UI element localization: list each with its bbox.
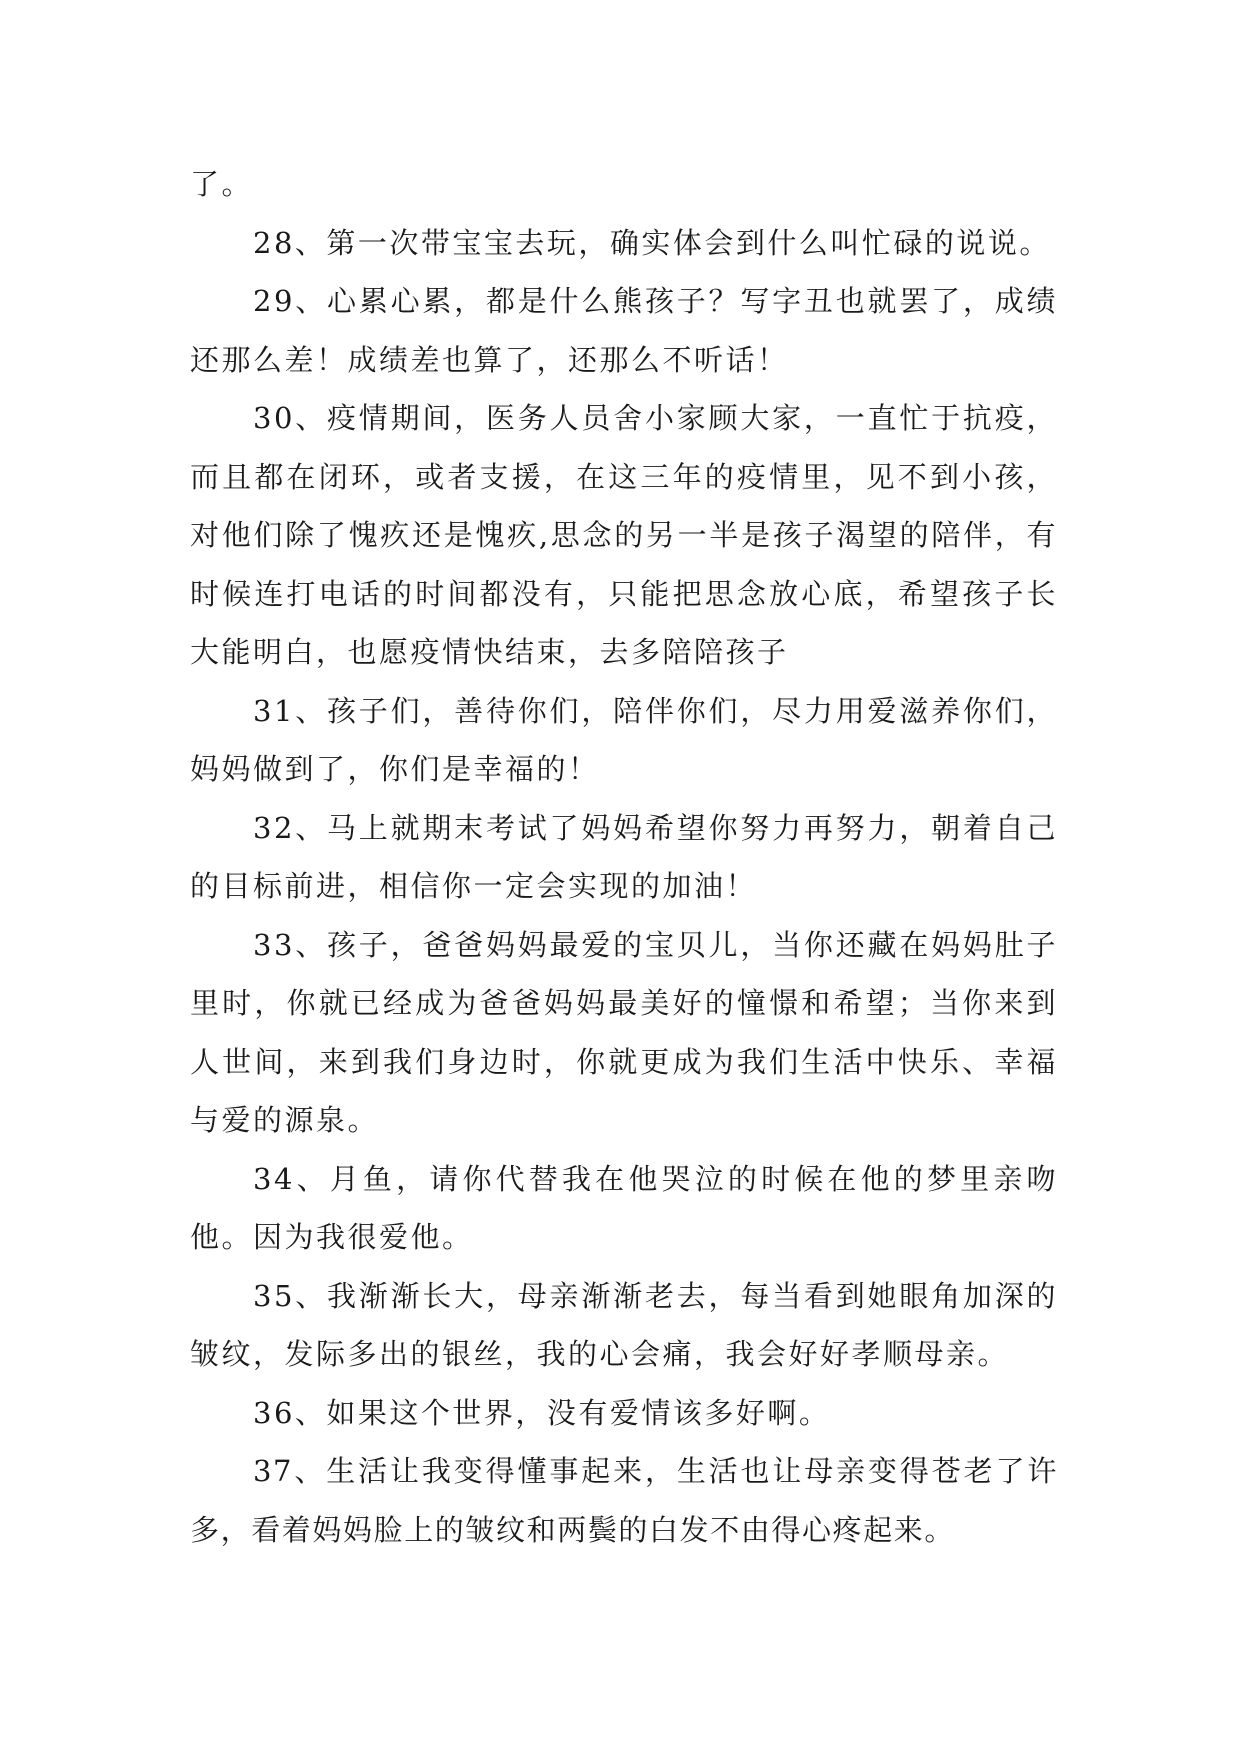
paragraph-37: 37、生活让我变得懂事起来，生活也让母亲变得苍老了许多，看着妈妈脸上的皱纹和两鬓的白发不由得心疼起来。 [190,1454,1058,1547]
paragraph-33: 33、孩子，爸爸妈妈最爱的宝贝儿，当你还藏在妈妈肚子里时，你就已经成为爸爸妈妈最美好的憧憬和希望；当你来到人世间，来到我们身边时，你就更成为我们生活中快乐、幸福与爱的源泉。 [190,927,1058,1137]
body-text [190,155,1058,1559]
paragraph-31: 31、孩子们，善待你们，陪伴你们，尽力用爱滋养你们，妈妈做到了，你们是幸福的！ [190,693,1058,786]
paragraph-continuation: 了。 [190,167,254,201]
paragraph-28: 28、第一次带宝宝去玩，确实体会到什么叫忙碌的说说。 [253,225,1051,260]
paragraph-34: 34、月鱼，请你代替我在他哭泣的时候在他的梦里亲吻他。因为我很爱他。 [190,1161,1058,1254]
paragraph-35: 35、我渐渐长大，母亲渐渐老去，每当看到她眼角加深的皱纹，发际多出的银丝，我的心会痛，我会好好孝顺母亲。 [190,1278,1058,1371]
paragraph-30: 30、疫情期间，医务人员舍小家顾大家，一直忙于抗疫，而且都在闭环，或者支援，在这三年的疫情里，见不到小孩，对他们除了愧疚还是愧疚,思念的另一半是孩子渴望的陪伴，有时候连打电话的时间都没有，只能把思念放心底，希望孩子长大能明白，也愿疫情快结束，去多陪陪孩子 [190,401,1058,669]
paragraph-29: 29、心累心累，都是什么熊孩子？写字丑也就罢了，成绩还那么差！成绩差也算了，还那么不听话！ [190,284,1058,377]
paragraph-36: 36、如果这个世界，没有爱情该多好啊。 [253,1395,831,1430]
paragraph-32: 32、马上就期末考试了妈妈希望你努力再努力，朝着自己的目标前进，相信你一定会实现的加油！ [190,810,1058,903]
